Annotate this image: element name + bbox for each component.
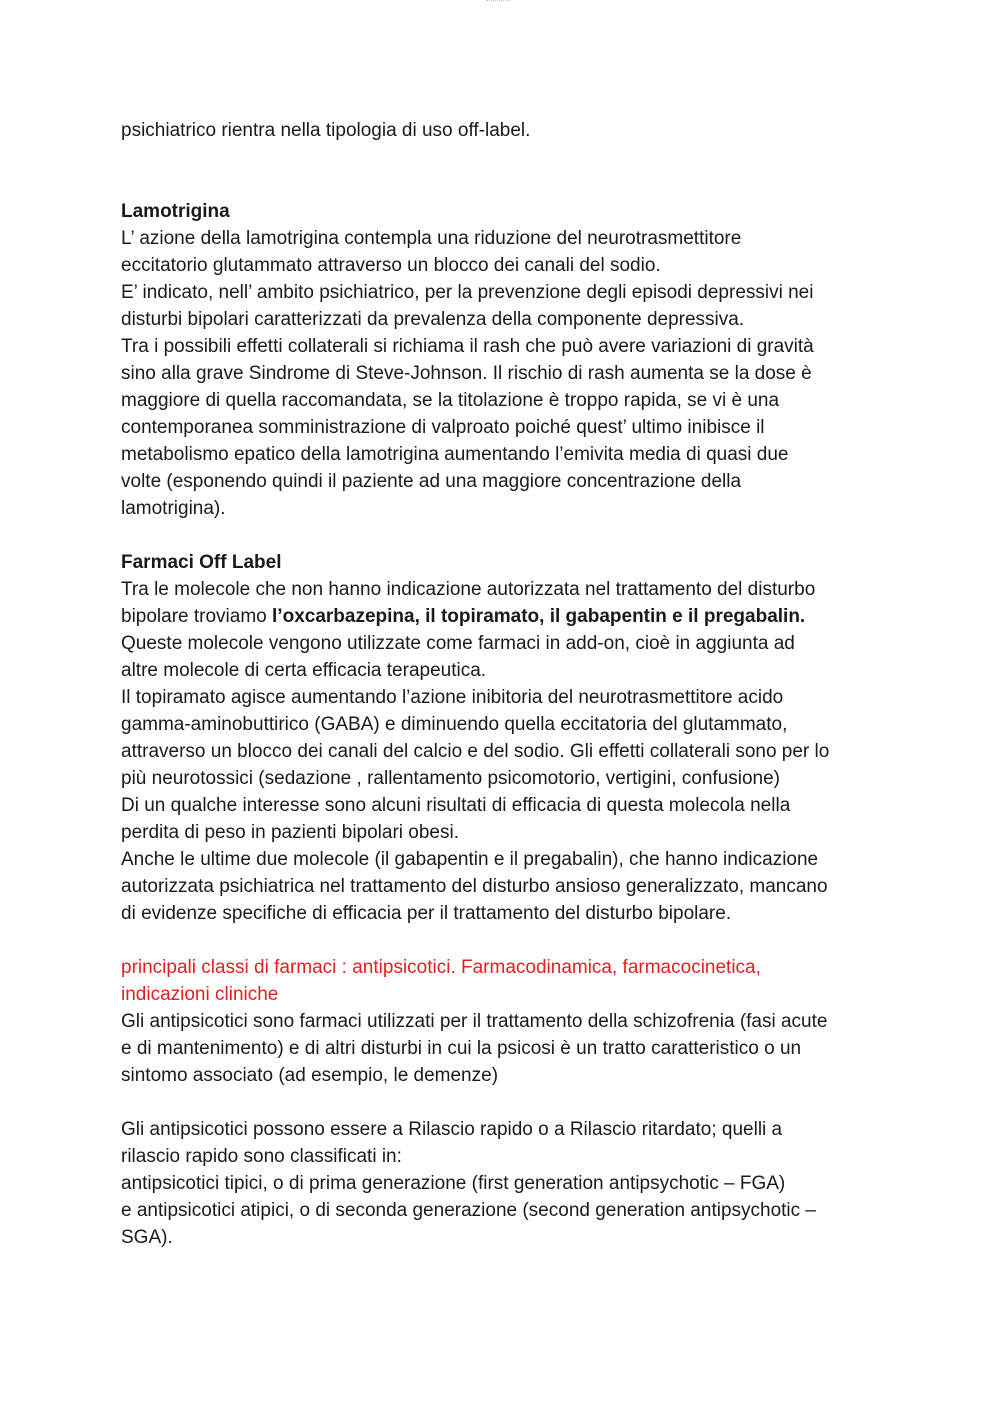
paragraph-line: perdita di peso in pazienti bipolari obesi.	[121, 822, 459, 843]
paragraph-line: antipsicotici tipici, o di prima generazione (first generation antipsychotic – FGA)	[121, 1173, 786, 1194]
lamotrigina-heading: Lamotrigina	[121, 201, 230, 222]
paragraph-line: Queste molecole vengono utilizzate come farmaci in add-on, cioè in aggiunta ad	[121, 633, 795, 654]
off-label-heading: Farmaci Off Label	[121, 552, 282, 573]
antipsicotici-heading	[121, 954, 881, 1008]
intro-line: psichiatrico rientra nella tipologia di uso off-label.	[121, 120, 531, 141]
paragraph-line: altre molecole di certa efficacia terapeutica.	[121, 660, 487, 681]
paragraph-line: e di mantenimento) e di altri disturbi in cui la psicosi è un tratto caratteristico o un	[121, 1038, 802, 1059]
lamotrigina-paragraph	[121, 225, 881, 522]
paragraph-line: autorizzata psichiatrica nel trattamento del disturbo ansioso generalizzato, mancano	[121, 876, 828, 897]
paragraph-line: Di un qualche interesse sono alcuni risultati di efficacia di questa molecola nella	[121, 795, 791, 816]
paragraph-line: gamma-aminobuttirico (GABA) e diminuendo quella eccitatoria del glutammato,	[121, 714, 788, 735]
paragraph-line: volte (esponendo quindi il paziente ad una maggiore concentrazione della	[121, 471, 742, 492]
off-label-paragraph	[121, 576, 881, 927]
paragraph-line: Gli antipsicotici possono essere a Rilascio rapido o a Rilascio ritardato; quelli a	[121, 1119, 783, 1140]
paragraph-line: e antipsicotici atipici, o di seconda generazione (second generation antipsychotic –	[121, 1200, 816, 1221]
paragraph-line: Gli antipsicotici sono farmaci utilizzati per il trattamento della schizofrenia (fasi acute	[121, 1011, 828, 1032]
paragraph-line: Tra le molecole che non hanno indicazione autorizzata nel trattamento del disturbo	[121, 579, 816, 600]
paragraph-line: Tra i possibili effetti collaterali si richiama il rash che può avere variazioni di gravità	[121, 336, 814, 357]
paragraph-line: disturbi bipolari caratterizzati da prevalenza della componente depressiva.	[121, 309, 745, 330]
paragraph-line: sintomo associato (ad esempio, le demenze)	[121, 1065, 499, 1086]
bold-drug-list: l’oxcarbazepina, il topiramato, il gabapentin e il pregabalin.	[272, 606, 806, 627]
page-top-mark	[486, 0, 510, 3]
heading-line: principali classi di farmaci : antipsicotici. Farmacodinamica, farmacocinetica,	[121, 957, 761, 978]
antipsicotici-paragraph-2	[121, 1116, 881, 1251]
paragraph-line: di evidenze specifiche di efficacia per il trattamento del disturbo bipolare.	[121, 903, 732, 924]
paragraph-line: rilascio rapido sono classificati in:	[121, 1146, 402, 1167]
paragraph-line: più neurotossici (sedazione , rallentamento psicomotorio, vertigini, confusione)	[121, 768, 781, 789]
heading-line: indicazioni cliniche	[121, 984, 279, 1005]
paragraph-line: eccitatorio glutammato attraverso un blocco dei canali del sodio.	[121, 255, 661, 276]
paragraph-line: Anche le ultime due molecole (il gabapentin e il pregabalin), che hanno indicazione	[121, 849, 819, 870]
paragraph-line: attraverso un blocco dei canali del calcio e del sodio. Gli effetti collaterali sono per lo	[121, 741, 830, 762]
document-page	[121, 117, 881, 1251]
antipsicotici-paragraph-1	[121, 1008, 881, 1089]
line-prefix: bipolare troviamo	[121, 606, 273, 627]
paragraph-line: maggiore di quella raccomandata, se la titolazione è troppo rapida, se vi è una	[121, 390, 780, 411]
paragraph-line: lamotrigina).	[121, 498, 226, 519]
paragraph-line	[121, 603, 881, 630]
paragraph-line: metabolismo epatico della lamotrigina aumentando l’emivita media di quasi due	[121, 444, 789, 465]
paragraph-line: sino alla grave Sindrome di Steve-Johnson. Il rischio di rash aumenta se la dose è	[121, 363, 812, 384]
paragraph-line: contemporanea somministrazione di valproato poiché quest’ ultimo inibisce il	[121, 417, 765, 438]
paragraph-line: SGA).	[121, 1227, 173, 1248]
paragraph-line: Il topiramato agisce aumentando l’azione inibitoria del neurotrasmettitore acido	[121, 687, 784, 708]
paragraph-line: L’ azione della lamotrigina contempla una riduzione del neurotrasmettitore	[121, 228, 742, 249]
paragraph-line: E’ indicato, nell’ ambito psichiatrico, per la prevenzione degli episodi depressivi nei	[121, 282, 814, 303]
